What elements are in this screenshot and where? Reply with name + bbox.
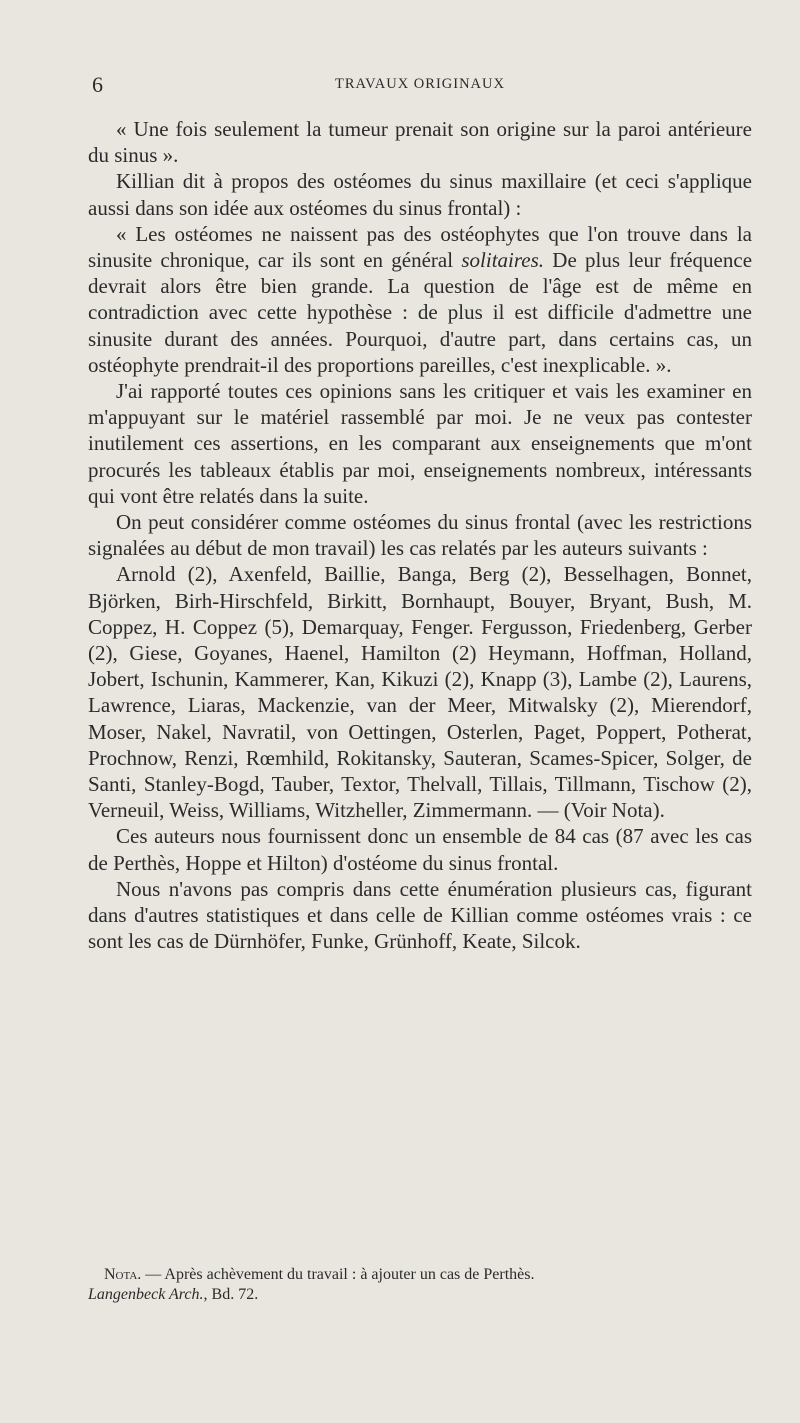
paragraph-consider: On peut considérer comme ostéomes du sinus frontal (avec les restrictions signalées au début de mon travail) les cas relatés par les auteurs suivants : bbox=[88, 510, 752, 561]
paragraph-killian-intro: Killian dit à propos des ostéomes du sinus maxillaire (et ceci s'applique aussi dans son idée aux ostéomes du sinus frontal) : bbox=[88, 169, 752, 220]
footnote bbox=[88, 1265, 752, 1305]
paragraph-exclusions: Nous n'avons pas compris dans cette énumération plusieurs cas, figurant dans d'autres statistiques et dans celle de Killian comme ostéomes vrais : ce sont les cas de Dürnhöfer, Funke, Grünhoff, Keate, Silcok. bbox=[88, 876, 752, 954]
page-number: 6 bbox=[92, 72, 103, 97]
running-title: TRAVAUX ORIGINAUX bbox=[335, 76, 505, 92]
paragraph-opinions: J'ai rapporté toutes ces opinions sans les critiquer et vais les examiner en m'appuyant sur le matériel rassemblé par moi. Je ne veux pas contester inutilement ces assertions, en les comparant aux enseignements que m'ont procurés les tableaux établis par moi, enseignements nombreux, intéressants qui vont être relatés dans la suite. bbox=[88, 379, 752, 508]
page-header bbox=[88, 72, 752, 102]
italic-solitaires: solitaires. bbox=[461, 248, 545, 273]
footnote-label: Nota. bbox=[104, 1266, 142, 1283]
body-text bbox=[88, 116, 752, 955]
footnote-source: Langenbeck Arch. bbox=[88, 1286, 204, 1303]
paragraph-case-count: Ces auteurs nous fournissent donc un ensemble de 84 cas (87 avec les cas de Perthès, Hoppe et Hilton) d'ostéome du sinus frontal. bbox=[88, 824, 752, 875]
footnote-text bbox=[88, 1265, 752, 1305]
paragraph-quote-end: « Une fois seulement la tumeur prenait son origine sur la paroi antérieure du sinus ». bbox=[88, 117, 752, 168]
quote-text-start: « Les ostéomes ne naissent pas des ostéophytes que l'on trouve dans la sinusite chronique, car ils sont en général bbox=[88, 221, 752, 273]
footnote-source-rest: , Bd. 72. bbox=[203, 1286, 259, 1303]
paragraph-author-list: Arnold (2), Axenfeld, Baillie, Banga, Berg (2), Besselhagen, Bonnet, Björken, Birh-Hirschfeld, Birkitt, Bornhaupt, Bouyer, Bryant, Bush, M. Coppez, H. Coppez (5), Demarquay, Fenger. Fergusson, Friedenberg, Gerber (2), Giese, Goyanes, Haenel, Hamilton (2) Heymann, Hoffman, Holland, Jobert, Ischunin, Kammerer, Kan, Kikuzi (2), Knapp (3), Lambe (2), Laurens, Lawrence, Liaras, Mackenzie, van der Meer, Mitwalsky (2), Mierendorf, Moser, Nakel, Navratil, von Oettingen, Osterlen, Paget, Poppert, Potherat, Prochnow, Renzi, Rœmhild, Rokitansky, Sauteran, Scames-Spicer, Solger, de Santi, Stanley-Bogd, Tauber, Textor, Thelvall, Tillais, Tillmann, Tischow (2), Verneuil, Weiss, Williams, Witzheller, Zimmermann. — (Voir Nota). bbox=[88, 562, 752, 823]
footnote-body: — Après achèvement du travail : à ajouter un cas de Perthès. bbox=[141, 1266, 535, 1283]
paragraph-killian-quote bbox=[88, 221, 752, 378]
quote-text-end: De plus leur fréquence devrait alors être bien grande. La question de l'âge est de même en contradiction avec cette hypothèse : de plus il est difficile d'admettre une sinusite durant des années. Pourquoi, d'autre part, dans certains cas, un ostéophyte prendrait-il des proportions pareilles, c'est inexplicable. ». bbox=[88, 248, 753, 377]
